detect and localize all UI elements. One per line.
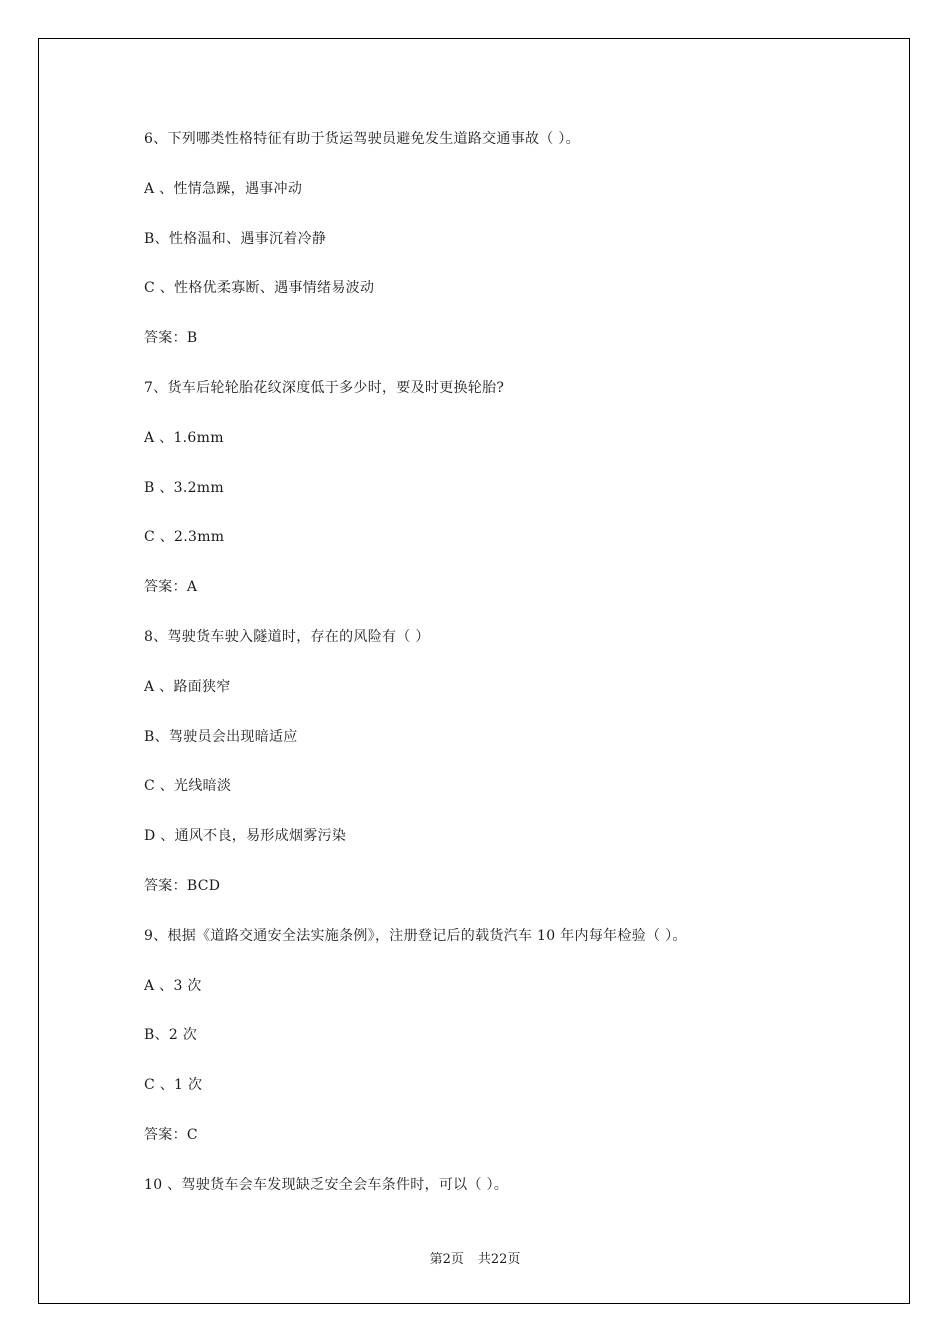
answer-option: C 、2.3mm: [144, 529, 225, 546]
answer-option: C 、1 次: [144, 1077, 203, 1094]
question-stem: 8、驾驶货车驶入隧道时，存在的风险有（ ）: [144, 628, 430, 645]
question-stem: 7、货车后轮轮胎花纹深度低于多少时，要及时更换轮胎?: [144, 379, 505, 396]
answer-option: B、性格温和、遇事沉着冷静: [144, 230, 327, 247]
answer-option: A 、1.6mm: [144, 429, 224, 446]
page-footer: [0, 1248, 950, 1267]
answer-option: C 、性格优柔寡断、遇事情绪易波动: [144, 280, 375, 297]
question-stem: 10 、驾驶货车会车发现缺乏安全会车条件时，可以（ ）。: [144, 1176, 509, 1193]
page-number: 第2页: [429, 1252, 464, 1267]
answer-option: A 、3 次: [144, 977, 202, 994]
answer-key: 答案：C: [144, 1126, 198, 1143]
answer-option: B、2 次: [144, 1027, 198, 1044]
answer-option: B、驾驶员会出现暗适应: [144, 728, 298, 745]
question-stem: 9、根据《道路交通安全法实施条例》，注册登记后的载货汽车 10 年内每年检验（ ）。: [144, 927, 687, 944]
answer-key: 答案：BCD: [144, 877, 221, 894]
answer-option: A 、性情急躁，遇事冲动: [144, 180, 303, 197]
page-total: 共22页: [477, 1252, 521, 1267]
answer-option: C 、光线暗淡: [144, 778, 232, 795]
answer-option: D 、通风不良，易形成烟雾污染: [144, 828, 347, 845]
question-stem: 6、下列哪类性格特征有助于货运驾驶员避免发生道路交通事故（ ）。: [144, 131, 580, 147]
answer-option: A 、路面狭窄: [144, 678, 231, 695]
answer-key: 答案：A: [144, 579, 198, 596]
answer-key: 答案：B: [144, 330, 198, 347]
answer-option: B 、3.2mm: [144, 479, 224, 496]
question-list: [144, 127, 864, 1223]
